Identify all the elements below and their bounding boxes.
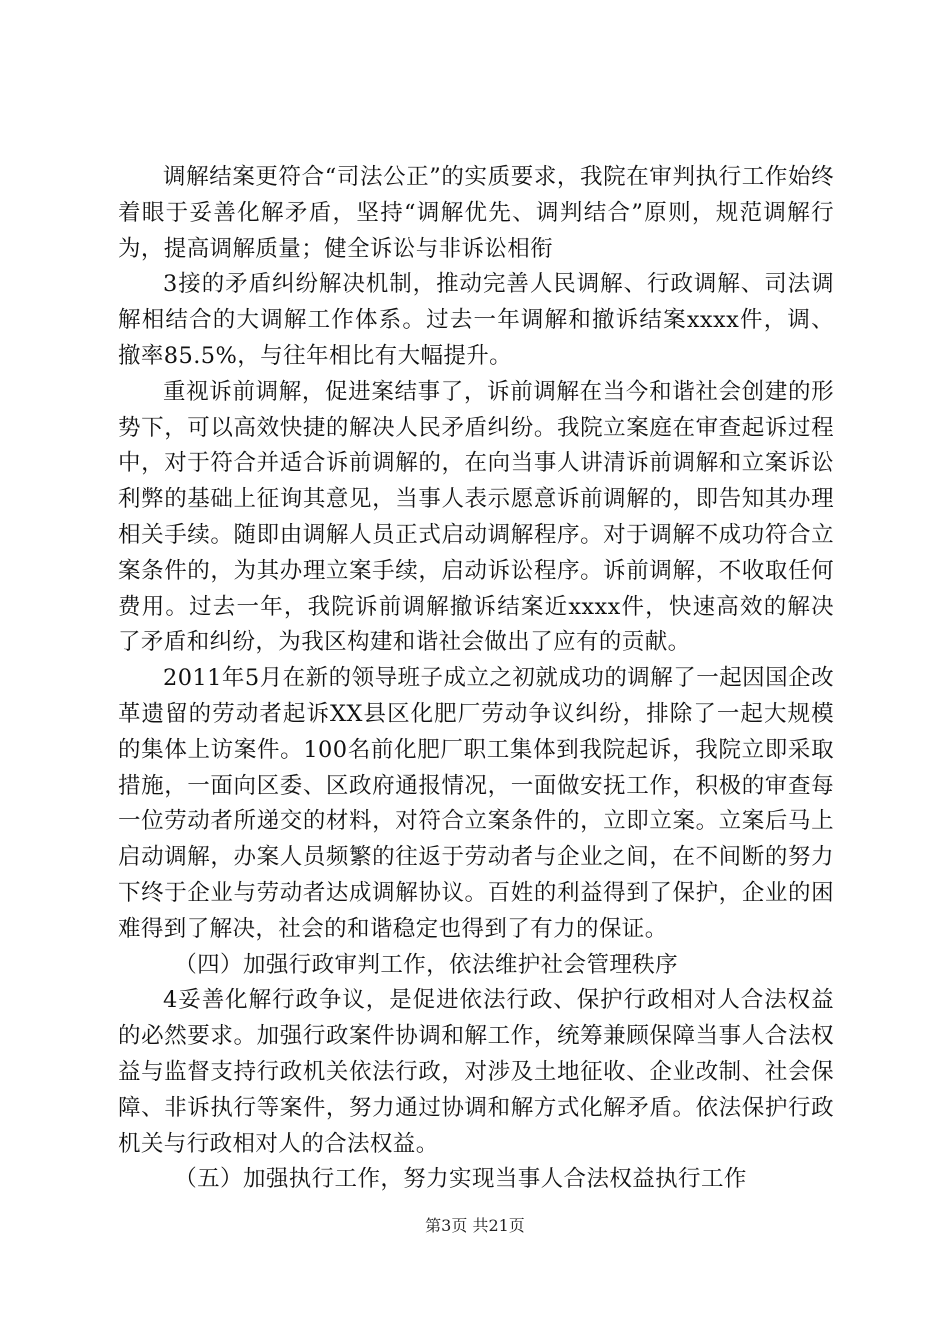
page-footer: 第3页 共21页 (425, 1216, 525, 1235)
paragraph-mediation-justice: 调解结案更符合“司法公正”的实质要求，我院在审判执行工作始终着眼于妥善化解矛盾，坚持“调解优先、调判结合”原则，规范调解行为，提高调解质量；健全诉讼与非诉讼相衔 (118, 164, 834, 262)
paragraph-administrative-disputes: 4妥善化解行政争议，是促进依法行政、保护行政相对人合法权益的必然要求。加强行政案件协调和解工作，统筹兼顾保障当事人合法权益与监督支持行政机关依法行政，对涉及土地征收、企业改制、社会保障、非诉执行等案件，努力通过协调和解方式化解矛盾。依法保护行政机关与行政相对人的合法权益。 (118, 987, 834, 1157)
section-heading-administrative-trial: （四）加强行政审判工作，依法维护社会管理秩序 (174, 951, 679, 978)
paragraph-pre-litigation-mediation: 重视诉前调解，促进案结事了，诉前调解在当今和谐社会创建的形势下，可以高效快捷的解决人民矛盾纠纷。我院立案庭在审查起诉过程中，对于符合并适合诉前调解的，在向当事人讲清诉前调解和立案诉讼利弊的基础上征询其意见，当事人表示愿意诉前调解的，即告知其办理相关手续。随即由调解人员正式启动调解程序。对于调解不成功符合立案条件的，为其办理立案手续，启动诉讼程序。诉前调解，不收取任何费用。过去一年，我院诉前调解撤诉结案近xxxx件，快速高效的解决了矛盾和纠纷，为我区构建和谐社会做出了应有的贡献。 (118, 378, 834, 656)
document-body (118, 160, 834, 1198)
section-heading-enforcement: （五）加强执行工作，努力实现当事人合法权益执行工作 (174, 1166, 747, 1193)
paragraph-mediation-system: 3接的矛盾纠纷解决机制，推动完善人民调解、行政调解、司法调解相结合的大调解工作体系。过去一年调解和撤诉结案xxxx件，调、撤率85.5%，与往年相比有大幅提升。 (118, 271, 834, 369)
paragraph-fertilizer-factory-case: 2011年5月在新的领导班子成立之初就成功的调解了一起因国企改革遗留的劳动者起诉XX县区化肥厂劳动争议纠纷，排除了一起大规模的集体上访案件。100名前化肥厂职工集体到我院起诉，我院立即采取措施，一面向区委、区政府通报情况，一面做安抚工作，积极的审查每一位劳动者所递交的材料，对符合立案条件的，立即立案。立案后马上启动调解，办案人员频繁的往返于劳动者与企业之间，在不间断的努力下终于企业与劳动者达成调解协议。百姓的利益得到了保护，企业的困难得到了解决，社会的和谐稳定也得到了有力的保证。 (118, 665, 834, 942)
